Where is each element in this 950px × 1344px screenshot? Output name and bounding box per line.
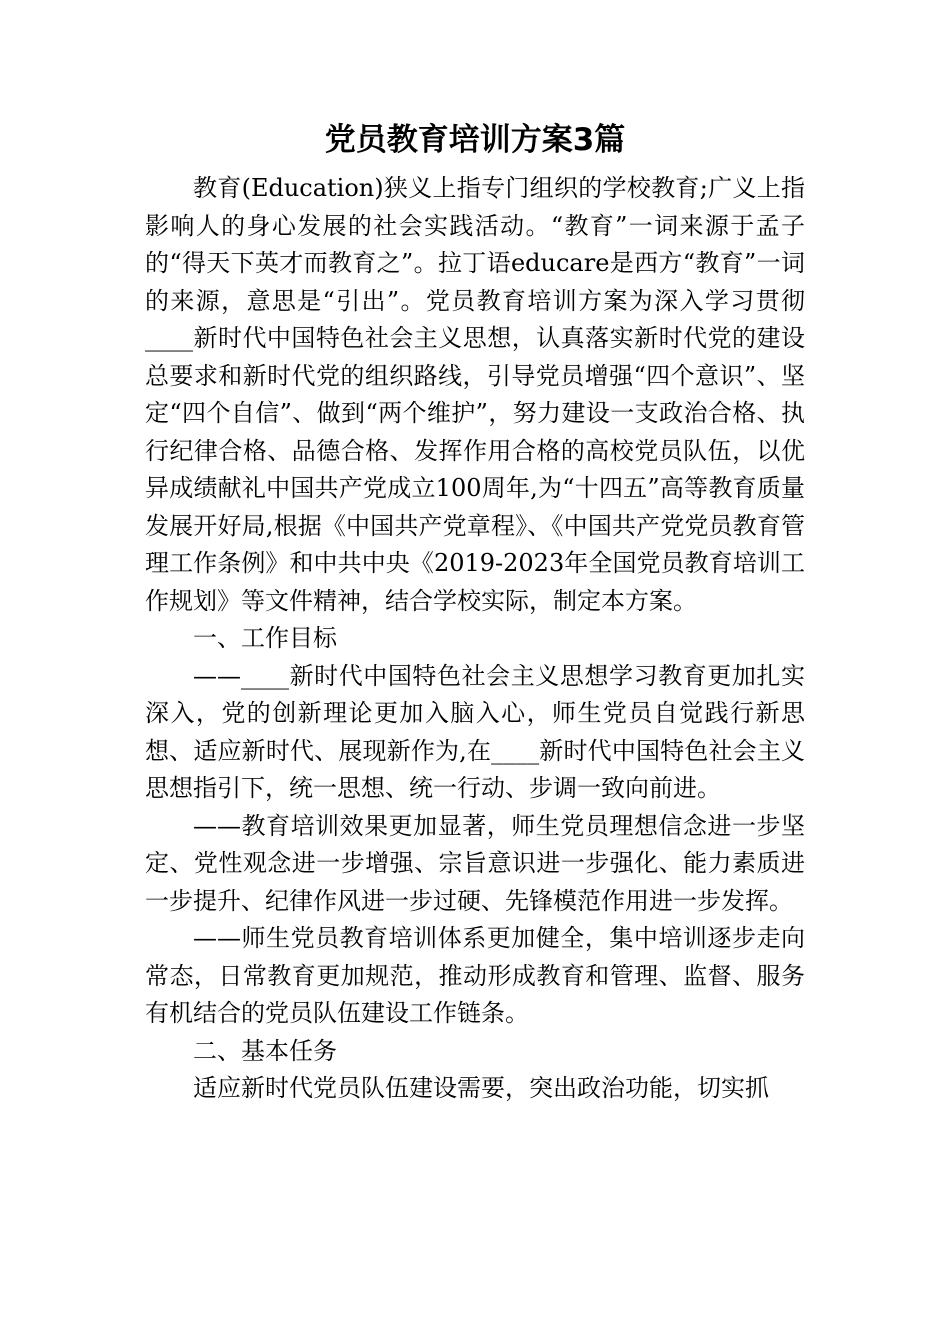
section-heading-basic-tasks: 二、基本任务 xyxy=(193,1036,337,1065)
intro-paragraph: 教育(Education)狭义上指专门组织的学校教育;广义上指影响人的身心发展的社会实践活动。“教育”一词来源于孟子的“得天下英才而教育之”。拉丁语educare是西方“教育”一词的来源，意思是“引出”。党员教育培训方案为深入学习贯彻____新时代中国特色社会主义思想，认真落实新时代党的建设总要求和新时代党的组织路线，引导党员增强“四个意识”、坚定“四个自信”、做到“两个维护”，努力建设一支政治合格、执行纪律合格、品德合格、发挥作用合格的高校党员队伍，以优异成绩献礼中国共产党成立100周年,为“十四五”高等教育质量发展开好局,根据《中国共产党章程》、《中国共产党党员教育管理工作条例》和中共中央《2019-2023年全国党员教育培训工作规划》等文件精神，结合学校实际，制定本方案。 xyxy=(145,174,805,615)
goal-paragraph-2: ——教育培训效果更加显著，师生党员理想信念进一步坚定、党性观念进一步增强、宗旨意识进一步强化、能力素质进一步提升、纪律作风进一步过硬、先锋模范作用进一步发挥。 xyxy=(145,811,805,915)
document-body xyxy=(145,170,805,1108)
task-paragraph: 适应新时代党员队伍建设需要，突出政治功能，切实抓 xyxy=(193,1074,769,1102)
goal-paragraph-3: ——师生党员教育培训体系更加健全，集中培训逐步走向常态，日常教育更加规范，推动形成教育和管理、监督、服务有机结合的党员队伍建设工作链条。 xyxy=(145,924,805,1027)
document-title: 党员教育培训方案3篇 xyxy=(324,122,626,158)
goal-paragraph-1: ——____新时代中国特色社会主义思想学习教育更加扎实深入，党的创新理论更加入脑入心，师生党员自觉践行新思想、适应新时代、展现新作为,在____新时代中国特色社会主义思想指引下，统一思想、统一行动、步调一致向前进。 xyxy=(145,661,805,802)
section-heading-work-goals: 一、工作目标 xyxy=(193,624,337,652)
